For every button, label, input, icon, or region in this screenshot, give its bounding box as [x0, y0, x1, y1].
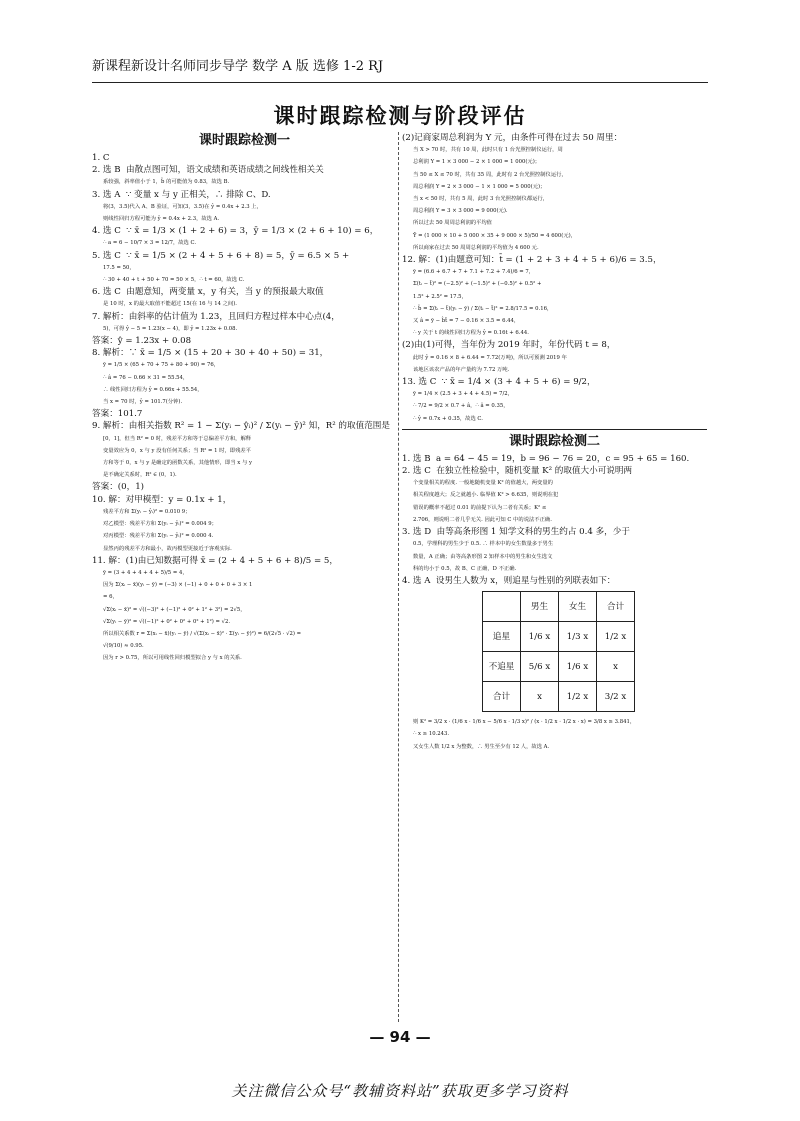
text-line: √Σ(yᵢ − ȳ)² = √((−1)² + 0² + 0² + 0² + 1²) = √2.: [103, 618, 231, 625]
text-line: 2.706，则说明二者几乎无关. 因此可知 C 中的说法不正确.: [413, 516, 552, 523]
text-line: 错误的概率不超过 0.01 的前提下认为二者有关系；K² ≤: [413, 504, 547, 511]
text-line: 所以相关系数 r = Σ(xᵢ − x̄)(yᵢ − ȳ) / √(Σ(xᵢ − x̄)² · Σ(yᵢ − ȳ)²) = 6/(2√5 · √2) =: [103, 630, 302, 637]
text-line: 则线性回归方程可能为 ŷ = 0.4x + 2.3，故选 A.: [103, 216, 220, 223]
table-cell: 女生: [559, 592, 597, 622]
text-line: ȳ = (6.6 + 6.7 + 7 + 7.1 + 7.2 + 7.4)/6 = 7，: [413, 269, 535, 276]
text-line: 系较强，斜率值小于 1，b̂ 的可能值为 0.83，故选 B.: [103, 179, 230, 186]
table-row: [483, 652, 635, 682]
text-line: 当 50 ≤ X ≤ 70 时，共有 35 周，此时有 2 台光照控制仪运行，: [413, 171, 567, 178]
text-line: ȳ = 1/4 × (2.5 + 3 + 4 + 4.5) = 7/2，: [413, 391, 513, 398]
text-line: 残差平方和 Σ(yᵢ − ŷᵢ)² = 0.010 9；: [103, 508, 191, 515]
text-line: 则 K² = 3/2 x · (1/6 x · 1/6 x − 5/6 x · 1/3 x)² / (x · 1/2 x · 1/2 x · x) = 3/8 x ≥ 3.841，: [413, 719, 636, 726]
text-line: 总利润 Y = 1 × 3 000 − 2 × 1 000 = 1 000(元)；: [413, 159, 541, 166]
right-column-body-c: [402, 716, 707, 753]
left-column-body: [92, 152, 397, 665]
text-line: 科的均小于 0.5，故 B、C 正确，D 不正确.: [413, 565, 517, 572]
right-column: [402, 132, 707, 1032]
text-line: 该地区该农产品的年产量约为 7.72 万吨.: [413, 366, 510, 373]
right-column-body-a: [402, 132, 707, 425]
table-cell: 1/3 x: [559, 622, 597, 652]
left-column: [92, 132, 397, 1032]
table-cell: [483, 592, 521, 622]
text-line: 9. 解析：由相关指数 R² = 1 − Σ(yᵢ − ŷᵢ)² / Σ(yᵢ − ȳ)² 知，R² 的取值范围是: [92, 421, 390, 432]
text-line: ȳ = 1/5 × (65 + 70 + 75 + 80 + 90) = 76，: [103, 362, 220, 369]
text-line: 数量，A 正确；由等高条形图 2 知样本中的男生和女生选文: [413, 553, 553, 560]
text-line: 对乙模型：残差平方和 Σ(yᵢ − ŷᵢ)² = 0.004 9；: [103, 521, 217, 528]
text-line: 所以商家在过去 50 周周总利润的平均值为 4 600 元.: [413, 244, 539, 251]
table-row: [483, 622, 635, 652]
text-line: 1. 选 B a = 64 − 45 = 19，b = 96 − 76 = 20，c = 95 + 65 = 160.: [402, 453, 690, 464]
text-line: 将(3，3.5)代入 A、B 验证，可知(3，3.5)在 ŷ = 0.4x + 2.3 上，: [103, 203, 262, 210]
text-line: 又女生人数 1/2 x 为整数，∴ 男生至少有 12 人，故选 A.: [413, 743, 550, 750]
text-line: 此时 ŷ = 0.16 × 8 + 6.44 = 7.72(万吨)，所以可预测 2019 年: [413, 354, 567, 361]
text-line: ȳ = (3 + 4 + 4 + 4 + 5)/5 = 4，: [103, 569, 188, 576]
right-column-body-b: [402, 453, 707, 587]
table-cell: 不追星: [483, 652, 521, 682]
text-line: 当 x < 50 时，共有 5 周，此时 3 台光照控制仪都运行，: [413, 196, 549, 203]
table-header-row: [483, 592, 635, 622]
section-title-2: 课时跟踪检测二: [402, 429, 707, 451]
text-line: 因为 r > 0.75，所以可用线性回归模型拟合 y 与 x 的关系.: [103, 655, 242, 662]
text-line: √Σ(xᵢ − x̄)² = √((−3)² + (−1)² + 0² + 1² + 3²) = 2√5，: [103, 606, 246, 613]
text-line: ∴ y 关于 t 的线性回归方程为 ŷ = 0.16t + 6.44.: [413, 330, 529, 337]
text-line: 周总利润 Y = 3 × 3 000 = 9 000(元).: [413, 208, 508, 215]
text-line: √(9/10) ≈ 0.95.: [103, 643, 144, 650]
text-line: 对丙模型：残差平方和 Σ(yᵢ − ŷᵢ)² = 0.000 4.: [103, 533, 214, 540]
text-line: 17.5 = 50，: [103, 264, 135, 271]
table-cell: 1/2 x: [559, 682, 597, 712]
table-cell: 追星: [483, 622, 521, 652]
text-line: 6. 选 C 由题意知，两变量 x，y 有关，当 y 的预报最大取值: [92, 287, 324, 298]
table-cell: 3/2 x: [597, 682, 635, 712]
text-line: 8. 解析：∵ x̄ = 1/5 × (15 + 20 + 30 + 40 + 50) = 31，: [92, 348, 329, 359]
table-cell: 5/6 x: [521, 652, 559, 682]
text-line: 当 x = 70 时，ŷ = 101.7(分钟).: [103, 399, 183, 406]
contingency-table: [482, 591, 635, 712]
text-line: 是 10 时，x 的最大取值不能超过 15(在 16 与 14 之间).: [103, 301, 237, 308]
table-cell: 1/6 x: [521, 622, 559, 652]
page-title: 课时跟踪检测与阶段评估: [273, 104, 527, 128]
text-line: ∴ 线性回归方程为 ŷ = 0.66x + 55.54，: [103, 386, 203, 393]
text-line: 4. 选 A 设男生人数为 x，则追星与性别的列联表如下：: [402, 575, 616, 586]
text-line: 0.5，学理科的男生少于 0.5. ∴ 样本中的女生数量多于男生: [413, 541, 554, 548]
text-line: Ȳ = (1 000 × 10 + 5 000 × 35 + 9 000 × 5)/50 = 4 600(元)，: [413, 232, 577, 239]
text-line: ∴ 7/2 = 9/2 × 0.7 + â，∴ â = 0.35，: [413, 403, 509, 410]
text-line: = 6，: [103, 594, 118, 601]
text-line: 方和等于 0，x 与 y 是确定的函数关系，其他情形，即当 x 与 y: [103, 460, 252, 467]
table-row: [483, 682, 635, 712]
text-line: 变量效应为 0，x 与 y 没有任何关系；当 R² = 1 时，即残差平: [103, 447, 251, 454]
column-divider: [398, 132, 399, 1022]
text-line: 1.5² + 2.5² = 17.5，: [413, 293, 467, 300]
text-line: 是不确定关系时，R² ∈ (0，1).: [103, 472, 177, 479]
table-cell: x: [597, 652, 635, 682]
text-line: 11. 解：(1)由已知数据可得 x̄ = (2 + 4 + 5 + 6 + 8)/5 = 5，: [92, 555, 338, 566]
text-line: 3. 选 D 由等高条形图 1 知学文科的男生约占 0.4 多，少于: [402, 527, 630, 538]
text-line: 2. 选 B 由散点图可知，语文成绩和英语成绩之间线性相关关: [92, 165, 324, 176]
text-line: 答案：(0，1): [92, 482, 145, 493]
text-line: (2)由(1)可得，当年份为 2019 年时，年份代码 t = 8，: [402, 340, 616, 351]
text-line: 因为 Σ(xᵢ − x̄)(yᵢ − ȳ) = (−3) × (−1) + 0 + 0 + 0 + 3 × 1: [103, 582, 253, 589]
text-line: 2. 选 C 在独立性检验中，随机变量 K² 的取值大小可说明两: [402, 466, 633, 477]
text-line: 7. 解析：由斜率的估计值为 1.23，且回归方程过样本中心点(4，: [92, 311, 340, 322]
text-line: 4. 选 C ∵ x̄ = 1/3 × (1 + 2 + 6) = 3，ȳ = 1/3 × (2 + 6 + 10) = 6，: [92, 226, 379, 237]
page-header: 新课程新设计名师同步导学 数学 A 版 选修 1-2 RJ: [92, 58, 708, 83]
text-line: 所以过去 50 周周总利润的平均值: [413, 220, 492, 227]
text-line: 10. 解：对甲模型：y = 0.1x + 1，: [92, 494, 232, 505]
text-line: 5. 选 C ∵ x̄ = 1/5 × (2 + 4 + 5 + 6 + 8) = 5，ȳ = 6.5 × 5 +: [92, 250, 350, 261]
text-line: (2)记商家周总利润为 Y 元，由条件可得在过去 50 周里：: [402, 133, 623, 143]
table-cell: 1/6 x: [559, 652, 597, 682]
text-line: 13. 选 C ∵ x̄ = 1/4 × (3 + 4 + 5 + 6) = 9/2，: [402, 377, 596, 388]
text-line: 1. C: [92, 153, 110, 163]
text-line: 当 X > 70 时，共有 10 周，此时只有 1 台光照控制仪运行，周: [413, 147, 563, 154]
text-line: 3. 选 A ∵ 变量 x 与 y 正相关，∴ 排除 C、D.: [92, 189, 271, 200]
text-line: ∴ b̂ = Σ(tᵢ − t̄)(yᵢ − ȳ) / Σ(tᵢ − t̄)² = 2.8/17.5 = 0.16，: [413, 305, 553, 312]
text-line: 又 â = ȳ − b̂t̄ = 7 − 0.16 × 3.5 = 6.44，: [413, 318, 520, 325]
text-line: ∴ x ≥ 10.243.: [413, 731, 450, 738]
text-line: ∴ ŷ = 0.7x + 0.35，故选 C.: [413, 415, 483, 422]
text-line: 答案：ŷ = 1.23x + 0.08: [92, 336, 192, 347]
table-cell: x: [521, 682, 559, 712]
table-cell: 合计: [483, 682, 521, 712]
text-line: 周总利润 Y = 2 × 3 000 − 1 × 1 000 = 5 000(元)；: [413, 183, 546, 190]
text-line: ∴ a = 6 − 10/7 × 3 = 12/7，故选 C.: [103, 240, 197, 247]
text-line: 5)，可得 ŷ − 5 = 1.23(x − 4)，即 ŷ = 1.23x + 0.08.: [103, 325, 238, 332]
table-cell: 合计: [597, 592, 635, 622]
text-line: 个变量相关的程度. 一般地随机变量 K² 的值越大，两变量的: [413, 480, 553, 487]
text-line: Σ(tᵢ − t̄)² = (−2.5)² + (−1.5)² + (−0.5)² + 0.5² +: [413, 281, 542, 288]
table-cell: 男生: [521, 592, 559, 622]
page-number: — 94 —: [369, 1028, 431, 1046]
text-line: 显然丙的残差平方和最小，故丙模型更接近于客观实际.: [103, 545, 232, 552]
text-line: [0，1]，但当 R² = 0 时，残差平方和等于总偏差平方和，解释: [103, 435, 252, 442]
text-line: 相关程度越大；反之就越小. 临界值 K² > 6.635，则说明在犯: [413, 492, 559, 499]
table-cell: 1/2 x: [597, 622, 635, 652]
text-line: ∴ 30 + 40 + t + 50 + 70 = 50 × 5，∴ t = 60，故选 C.: [103, 277, 245, 284]
text-line: ∴ â = 76 − 0.66 × 31 = 55.54，: [103, 374, 189, 381]
text-line: 12. 解：(1)由题意可知：t̄ = (1 + 2 + 3 + 4 + 5 + 6)/6 = 3.5，: [402, 255, 662, 266]
text-line: 答案：101.7: [92, 409, 143, 420]
section-title-1: 课时跟踪检测一: [198, 133, 290, 148]
footer-note: 关注微信公众号“教辅资料站”获取更多学习资料: [231, 1082, 569, 1100]
